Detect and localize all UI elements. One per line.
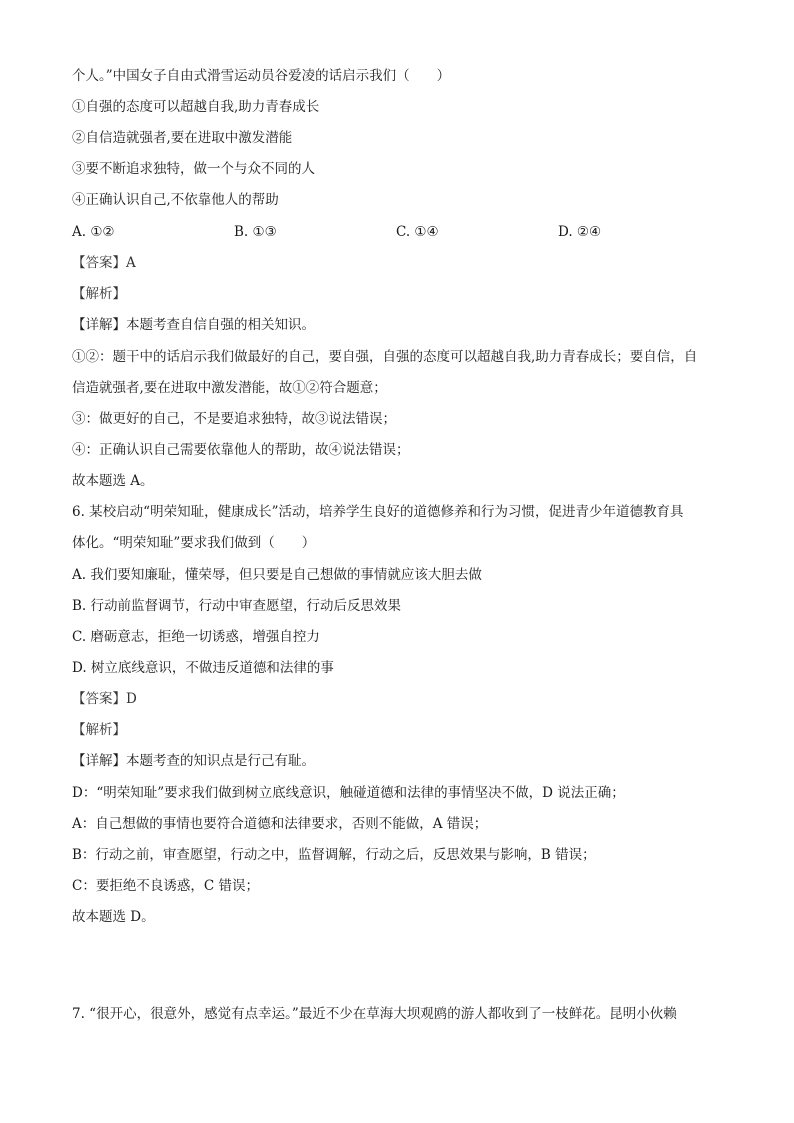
question-6-stem-line-1: 6. 某校启动“明荣知耻，健康成长”活动，培养学生良好的道德修养和行为习惯，促进青少年道德教育具 bbox=[72, 504, 684, 520]
detail-6: 【详解】本题考查的知识点是行己有耻。 bbox=[72, 753, 315, 769]
option-c: C. ①④ bbox=[396, 224, 439, 240]
explain-6-line-5: 故本题选 D。 bbox=[72, 909, 155, 925]
explain-6-line-4: C：要拒绝不良诱惑，C 错误； bbox=[72, 878, 259, 894]
question-5-stem: 个人。”中国女子自由式滑雪运动员谷爱凌的话启示我们（ ） bbox=[72, 68, 451, 84]
option-a: A. ①② bbox=[72, 224, 115, 240]
statement-2: ②自信造就强者,要在进取中激发潜能 bbox=[72, 130, 293, 146]
explain-5-line-3: ③：做更好的自己，不是要追求独特，故③说法错误； bbox=[72, 411, 396, 427]
analysis-label-5: 【解析】 bbox=[72, 286, 126, 302]
explain-5-line-1: ①②：题干中的话启示我们做最好的自己，要自强，自强的态度可以超越自我,助力青春成长；要自信，自 bbox=[72, 349, 698, 365]
explain-6-line-3: B：行动之前，审查愿望，行动之中，监督调解，行动之后，反思效果与影响，B 错误； bbox=[72, 847, 596, 863]
question-7-stem: 7. “很开心，很意外，感觉有点幸运。”最近不少在草海大坝观鸥的游人都收到了一枝鲜花。昆明小伙赖 bbox=[72, 1006, 677, 1022]
statement-4: ④正确认识自己,不依靠他人的帮助 bbox=[72, 192, 279, 208]
answer-6: 【答案】D bbox=[72, 691, 137, 707]
explain-5-line-5: 故本题选 A。 bbox=[72, 473, 154, 489]
explain-6-line-2: A：自己想做的事情也要符合道德和法律要求，否则不能做，A 错误； bbox=[72, 816, 488, 832]
option-b: B. ①③ bbox=[234, 224, 277, 240]
statement-1: ①自强的态度可以超越自我,助力青春成长 bbox=[72, 99, 320, 115]
question-6-option-d: D. 树立底线意识，不做违反道德和法律的事 bbox=[72, 660, 334, 676]
question-6-option-a: A. 我们要知廉耻，懂荣辱，但只要是自己想做的事情就应该大胆去做 bbox=[72, 567, 482, 583]
explain-5-line-4: ④：正确认识自己需要依靠他人的帮助，故④说法错误； bbox=[72, 442, 410, 458]
analysis-label-6: 【解析】 bbox=[72, 722, 126, 738]
explain-5-line-2: 信造就强者,要在进取中激发潜能，故①②符合题意； bbox=[72, 380, 387, 396]
question-6-stem-line-2: 体化。“明荣知耻”要求我们做到（ ） bbox=[72, 535, 316, 551]
question-6-option-b: B. 行动前监督调节，行动中审查愿望，行动后反思效果 bbox=[72, 598, 402, 614]
statement-3: ③要不断追求独特，做一个与众不同的人 bbox=[72, 161, 315, 177]
question-6-option-c: C. 磨砺意志，拒绝一切诱惑，增强自控力 bbox=[72, 629, 320, 645]
detail-5: 【详解】本题考查自信自强的相关知识。 bbox=[72, 317, 315, 333]
option-d: D. ②④ bbox=[558, 224, 602, 240]
answer-5: 【答案】A bbox=[72, 255, 136, 271]
explain-6-line-1: D：“明荣知耻”要求我们做到树立底线意识，触碰道德和法律的事情坚决不做，D 说法正确； bbox=[72, 785, 625, 801]
